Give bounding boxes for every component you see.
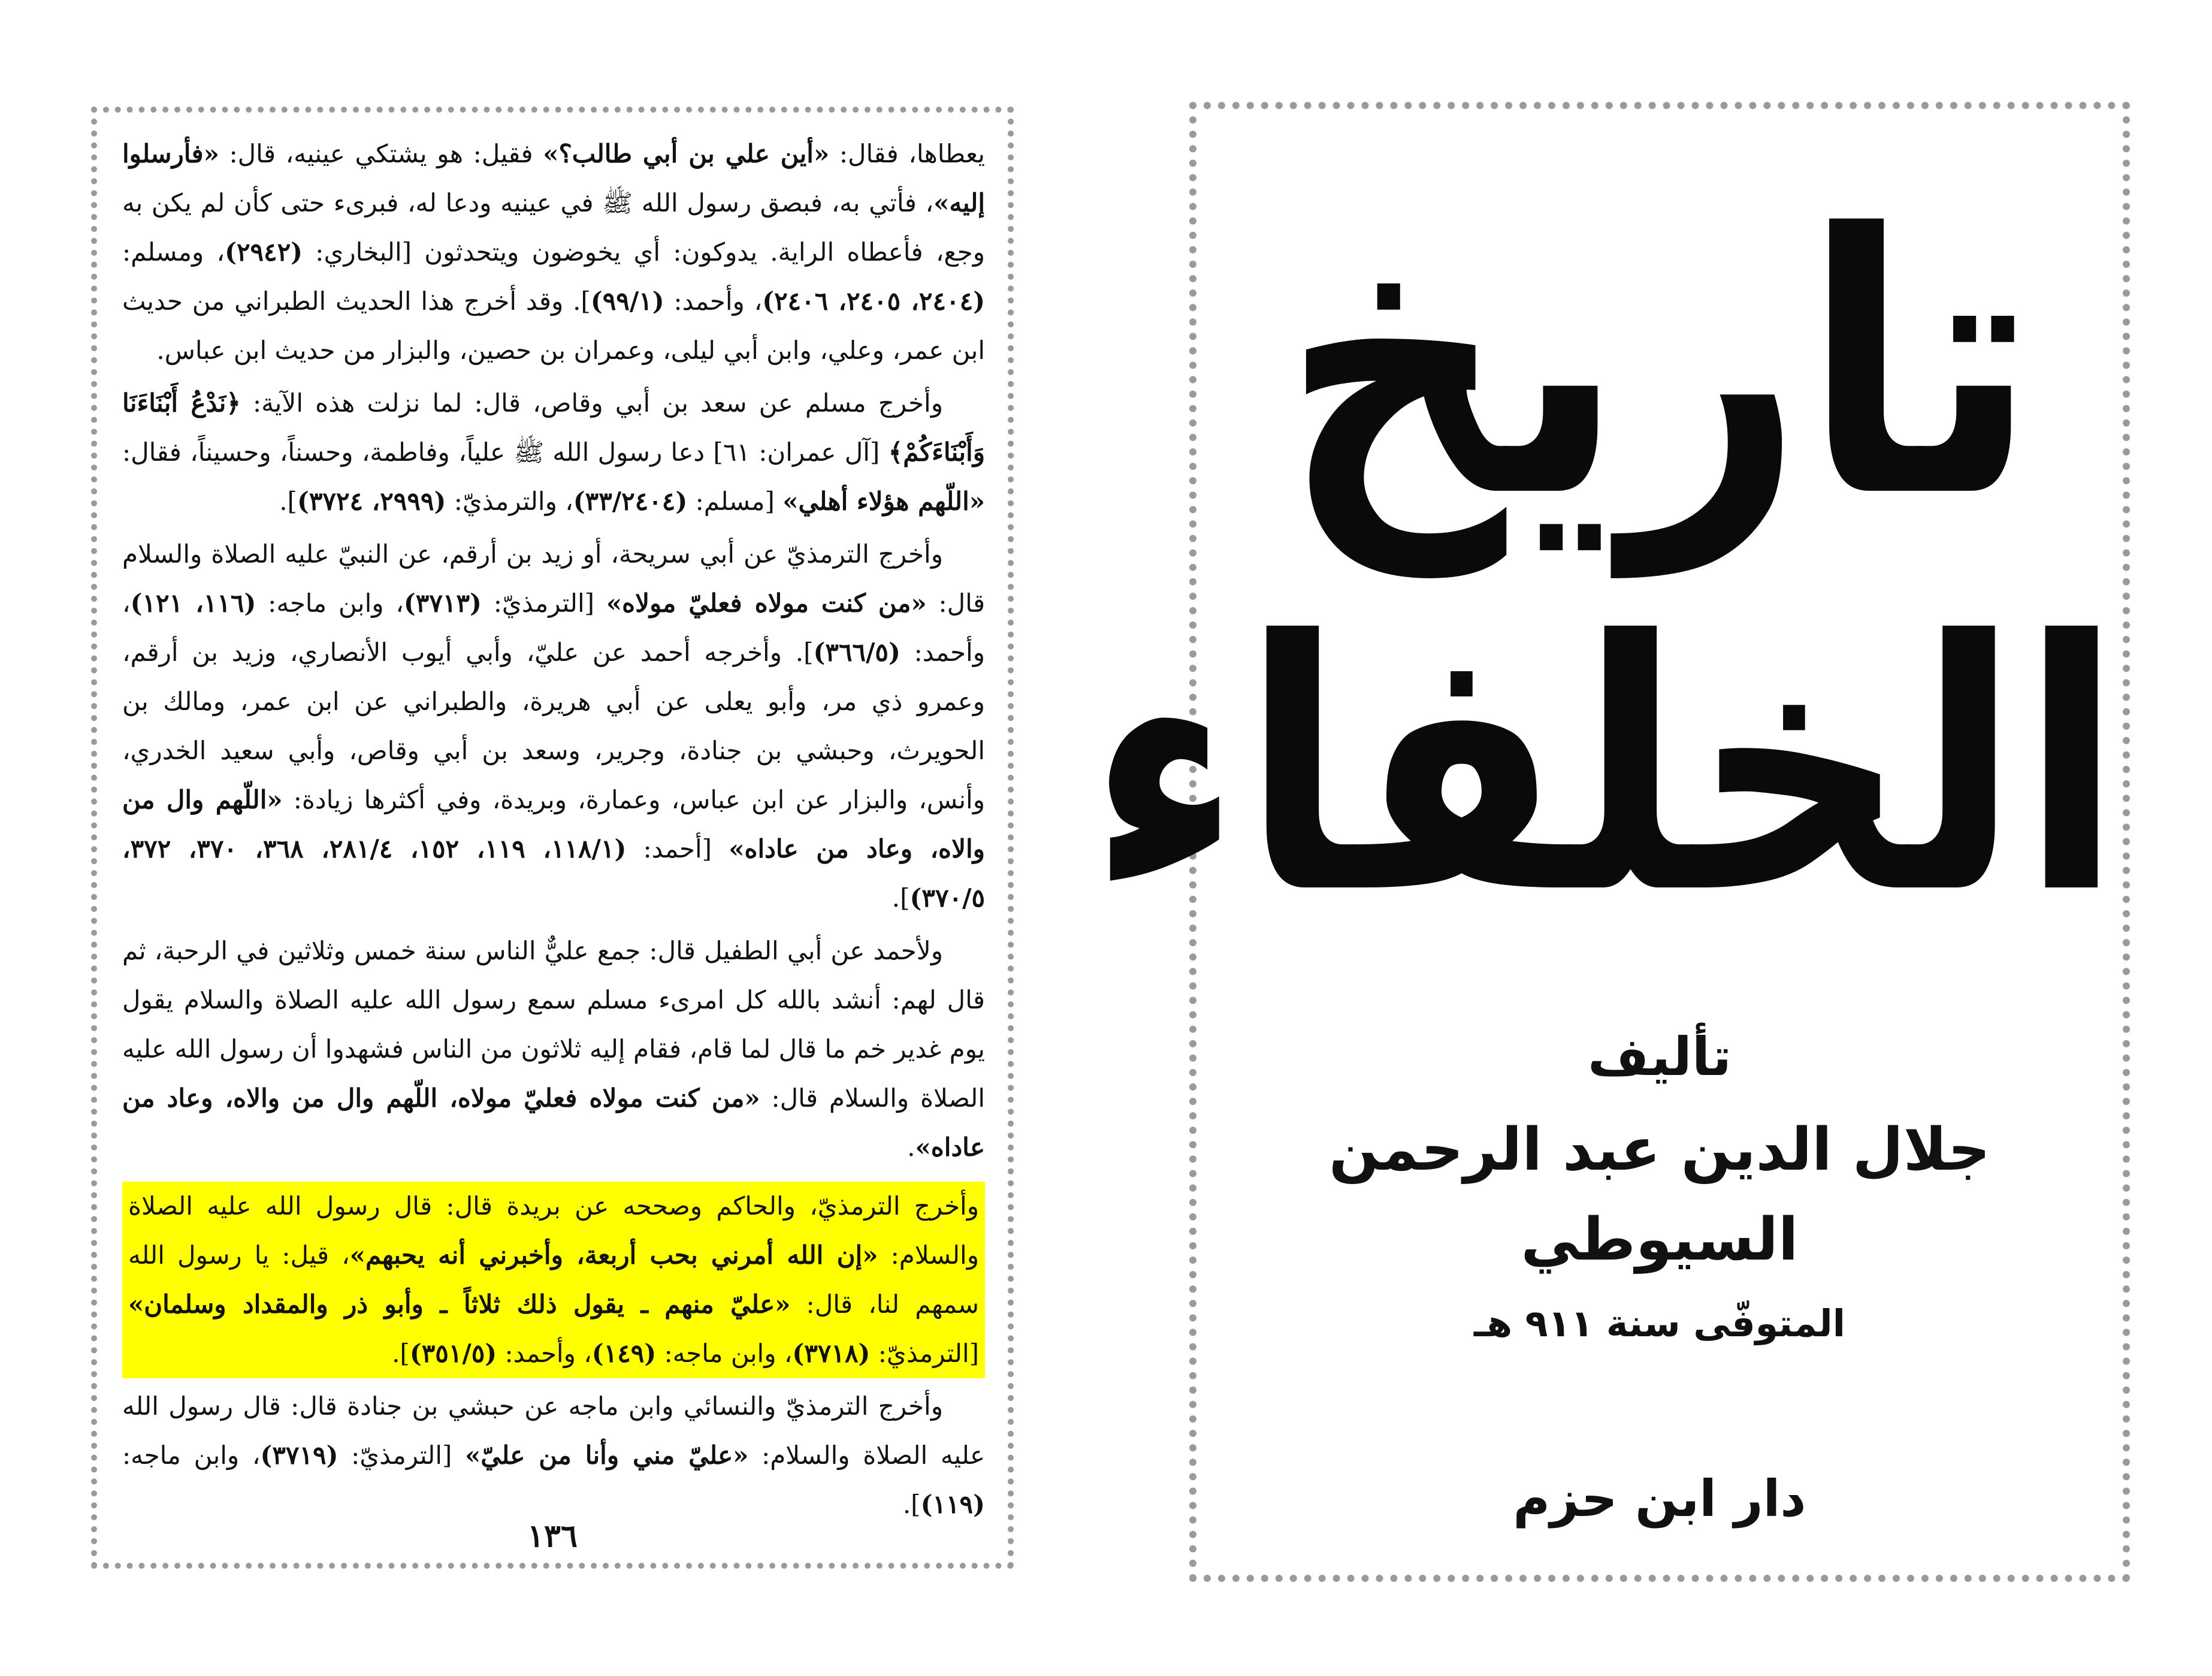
text-segment: [الترمذيّ: (338, 1441, 466, 1470)
text-segment: [الترمذيّ: (870, 1339, 979, 1368)
cover-death-date: المتوفّى سنة ٩١١ هـ (1474, 1301, 1845, 1345)
page-number: ١٣٦ (527, 1518, 578, 1554)
text-segment: ولأحمد عن أبي الطفيل قال: جمع عليٌّ الناس سنة خمس وثلاثين في الرحبة، ثم قال لهم: أنشد بالله كل امرىء مسلم سمع رسول الله عليه الصلاة والسلام يقول يوم غدير خم ما قال لما قام، فقام إليه ثلاثون من الناس فشهدوا أن رسول الله عليه الصلاة والسلام قال: (122, 936, 986, 1113)
bold-text-segment: «اللّهم هؤلاء أهلي» (782, 487, 985, 516)
cover-author-name: جلال الدين عبد الرحمن (1329, 1116, 1990, 1184)
page-body-text (122, 129, 985, 1533)
text-segment: وأخرج مسلم عن سعد بن أبي وقاص، قال: لما نزلت هذه الآية: (240, 388, 943, 418)
bold-text-segment: «اللّهم وال من والاه، وعاد من عاداه» (122, 785, 985, 863)
cover-authorship-label: تأليف (1588, 1026, 1731, 1088)
paragraph (122, 129, 985, 375)
text-segment: يعطاها، فقال: (829, 139, 985, 168)
text-segment: ، وأحمد: (497, 1339, 592, 1368)
cover-title-line1: تاريخ (1282, 158, 2037, 576)
bold-text-segment: (٣٥١/٥) (409, 1339, 497, 1368)
bold-text-segment: (٩٩/١) (590, 286, 664, 316)
bold-text-segment: «أين علي بن أبي طالب؟» (543, 139, 830, 168)
bold-text-segment: (٣٣/٢٤٠٤) (573, 487, 688, 516)
text-segment: فقيل: هو يشتكي عينيه، قال: (219, 139, 543, 168)
text-segment: ]. (892, 883, 910, 913)
text-segment: ، ومسلم: (122, 237, 225, 267)
cover-author-nisba: السيوطي (1521, 1206, 1799, 1274)
bold-text-segment: «فأرسلوا إليه» (122, 139, 985, 218)
text-segment: وأخرج الترمذيّ والنسائي وابن ماجه عن حبشي بن جنادة قال: قال رسول الله عليه الصلاة والسلام: (122, 1391, 986, 1470)
bold-text-segment: (٣٦٦/٥) (813, 638, 900, 667)
bold-text-segment: (٣٧١٩) (260, 1441, 339, 1470)
bold-text-segment: «إن الله أمرني بحب أربعة، وأخبرني أنه يحبهم» (349, 1240, 878, 1270)
bold-text-segment: «من كنت مولاه فعليّ مولاه، اللّهم وال من والاه، وعاد من عاداه» (122, 1083, 985, 1162)
left-page (91, 107, 1014, 1569)
text-segment: [مسلم: (687, 487, 783, 516)
text-segment: ، وابن ماجه: (656, 1339, 793, 1368)
text-segment: وأخرج الترمذيّ، والحاكم وصححه عن بريدة قال: قال رسول الله عليه الصلاة والسلام: (128, 1191, 980, 1270)
bold-text-segment: (١٤٩) (591, 1339, 657, 1368)
text-segment: [أحمد: (626, 834, 729, 863)
text-segment: ، وابن ماجه: (122, 1441, 261, 1470)
text-segment: ، والترمذيّ: (446, 487, 573, 516)
bold-text-segment: (١١٨/١، ١١٩، ١٥٢، ٢٨١/٤، ٣٦٨، ٣٧٠، ٣٧٢، ٣٧٠/٥) (122, 834, 985, 913)
bold-text-segment: «عليّ منهم ـ يقول ذلك ثلاثاً ـ وأبو ذر والمقداد وسلمان» (128, 1290, 791, 1319)
text-segment: وأخرج الترمذيّ عن أبي سريحة، أو زيد بن أرقم، عن النبيّ عليه الصلاة والسلام قال: (122, 539, 986, 618)
paragraph (122, 530, 985, 923)
text-segment: ]. (279, 487, 297, 516)
paragraph (122, 379, 985, 526)
cover-page (1088, 102, 2130, 1582)
text-segment: . (907, 1133, 915, 1162)
bold-text-segment: ﴿نَدْعُ أَبْنَاءَنَا وَأَبْنَاءَكُمْ﴾ (122, 388, 985, 467)
bold-text-segment: (٢٤٠٤، ٢٤٠٥، ٢٤٠٦) (762, 286, 985, 316)
text-segment: [آل عمران: ٦١] دعا رسول الله ﷺ علياً، وفاطمة، وحسناً، وحسيناً، فقال: (122, 437, 889, 467)
paragraph (122, 1382, 985, 1529)
bold-text-segment: (٣٧١٣) (403, 588, 482, 618)
text-segment: ]. وأخرجه أحمد عن عليّ، وأبي أيوب الأنصاري، وزيد بن أرقم، وعمرو ذي مر، وأبو يعلى عن أبي هريرة، والطبراني عن ابن عمر، ومالك بن الحويرث، وحبشي بن جنادة، وجرير، وسعد بن أبي وقاص، وأبي سعيد الخدري، وأنس، والبزار عن ابن عباس، وعمارة، وبريدة، وفي أكثرها زيادة: (122, 638, 985, 814)
text-segment: ، فأتي به، فبصق رسول الله ﷺ في عينيه ودعا له، فبرىء حتى كأن لم يكن به وجع، فأعطاه الراية. يدوكون: أي يخوضون ويتحدثون [البخاري: (122, 188, 985, 267)
text-segment: ، وأحمد: (664, 286, 763, 316)
bold-text-segment: (١١٦، ١٢١) (130, 588, 256, 618)
highlighted-paragraph (122, 1182, 985, 1378)
bold-text-segment: (٢٩٩٩، ٣٧٢٤) (297, 487, 446, 516)
text-segment: ]. وقد أخرج هذا الحديث الطبراني من حديث ابن عمر، وعلي، وابن أبي ليلى، وعمران بن حصين، والبزار من حديث ابن عباس. (122, 286, 985, 365)
text-segment: ، قيل: يا رسول الله سمهم لنا، قال: (128, 1240, 979, 1319)
text-segment: ]. (902, 1490, 921, 1519)
bold-text-segment: (١١٩) (920, 1490, 985, 1519)
text-segment: ، وأحمد: (122, 588, 986, 667)
text-segment: ]. (392, 1339, 410, 1368)
paragraph (122, 926, 985, 1172)
cover-title-line2: الخلفاء (1088, 567, 2123, 969)
bold-text-segment: (٢٩٤٢) (225, 237, 303, 267)
text-segment: ، وابن ماجه: (256, 588, 404, 618)
bold-text-segment: «من كنت مولاه فعليّ مولاه» (606, 588, 927, 618)
bold-text-segment: «عليّ مني وأنا من عليّ» (465, 1441, 749, 1470)
bold-text-segment: (٣٧١٨) (792, 1339, 871, 1368)
text-segment: [الترمذيّ: (481, 588, 606, 618)
cover-publisher: دار ابن حزم (1513, 1469, 1806, 1528)
